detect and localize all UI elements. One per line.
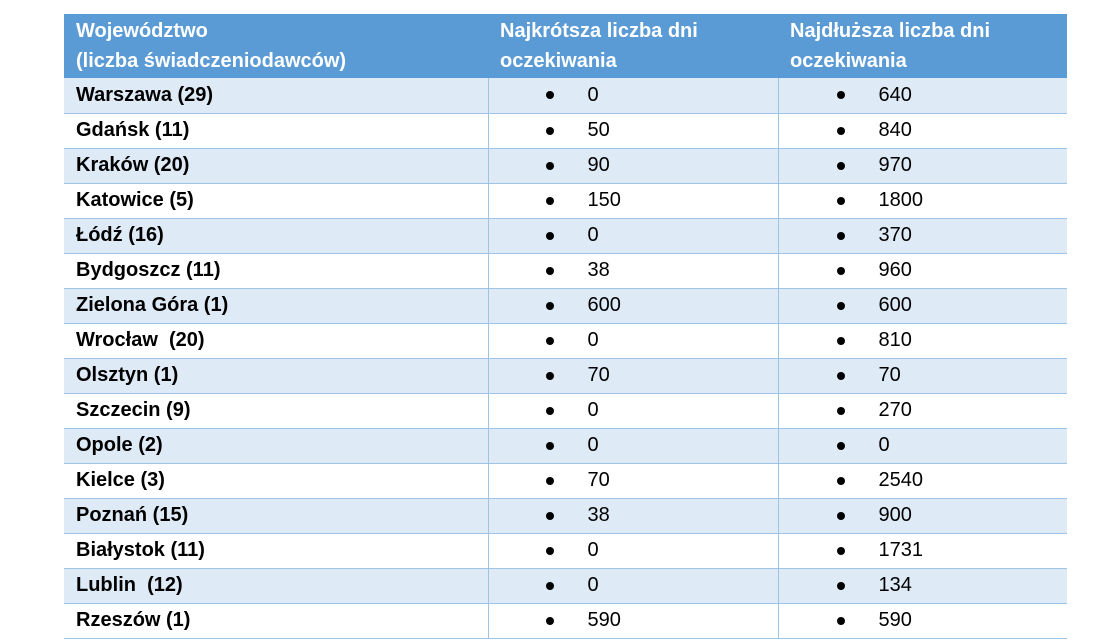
bullet-icon <box>837 617 845 625</box>
header-longest-line1: Najdłuższa liczba dni <box>790 20 991 42</box>
bullet-icon <box>837 197 845 205</box>
shortest-wait-cell <box>488 568 778 603</box>
longest-wait-cell <box>778 393 1067 428</box>
list-item <box>779 609 1068 632</box>
header-row <box>64 14 1067 78</box>
list-item <box>779 539 1068 562</box>
list-item <box>489 434 778 457</box>
table-row <box>64 498 1067 533</box>
longest-wait-cell <box>778 533 1067 568</box>
province-cell: Kraków (20) <box>64 148 488 183</box>
shortest-wait-cell <box>488 603 778 638</box>
longest-wait-cell <box>778 358 1067 393</box>
bullet-icon <box>546 547 554 555</box>
list-item <box>779 434 1068 457</box>
days-value: 1731 <box>878 539 923 561</box>
list-item <box>779 574 1068 597</box>
list-item <box>489 84 778 107</box>
days-value: 0 <box>587 434 599 456</box>
bullet-icon <box>837 337 845 345</box>
days-value: 50 <box>587 119 610 141</box>
bullet-icon <box>546 617 554 625</box>
shortest-wait-cell <box>488 498 778 533</box>
table-row <box>64 428 1067 463</box>
list-item <box>779 329 1068 352</box>
longest-wait-cell <box>778 603 1067 638</box>
shortest-wait-cell <box>488 358 778 393</box>
list-item <box>779 84 1068 107</box>
table-row <box>64 218 1067 253</box>
province-cell: Łódź (16) <box>64 218 488 253</box>
table-row <box>64 603 1067 638</box>
list-item <box>489 189 778 212</box>
province-cell: Wrocław (20) <box>64 323 488 358</box>
bullet-icon <box>837 232 845 240</box>
longest-wait-cell <box>778 568 1067 603</box>
bullet-icon <box>837 442 845 450</box>
list-item <box>779 469 1068 492</box>
days-value: 2540 <box>878 469 923 491</box>
province-cell: Gdańsk (11) <box>64 113 488 148</box>
table-row <box>64 253 1067 288</box>
province-cell: Bydgoszcz (11) <box>64 253 488 288</box>
shortest-wait-cell <box>488 78 778 113</box>
header-shortest-line2: oczekiwania <box>500 50 617 72</box>
longest-wait-cell <box>778 253 1067 288</box>
list-item <box>489 119 778 142</box>
days-value: 270 <box>878 399 912 421</box>
bullet-icon <box>546 197 554 205</box>
table-row <box>64 358 1067 393</box>
list-item <box>779 364 1068 387</box>
days-value: 590 <box>878 609 912 631</box>
shortest-wait-cell <box>488 253 778 288</box>
table-row <box>64 148 1067 183</box>
longest-wait-cell <box>778 463 1067 498</box>
list-item <box>489 609 778 632</box>
shortest-wait-cell <box>488 183 778 218</box>
days-value: 590 <box>587 609 621 631</box>
list-item <box>489 154 778 177</box>
province-cell: Zielona Góra (1) <box>64 288 488 323</box>
days-value: 0 <box>587 539 599 561</box>
list-item <box>489 364 778 387</box>
days-value: 90 <box>587 154 610 176</box>
shortest-wait-cell <box>488 113 778 148</box>
bullet-icon <box>837 407 845 415</box>
bullet-icon <box>837 372 845 380</box>
table-row <box>64 288 1067 323</box>
waiting-times-table <box>64 14 1067 639</box>
bullet-icon <box>837 267 845 275</box>
shortest-wait-cell <box>488 428 778 463</box>
table-row <box>64 323 1067 358</box>
province-cell: Rzeszów (1) <box>64 603 488 638</box>
list-item <box>779 189 1068 212</box>
days-value: 70 <box>587 364 610 386</box>
days-value: 0 <box>587 83 599 106</box>
bullet-icon <box>837 302 845 310</box>
shortest-wait-cell <box>488 533 778 568</box>
header-shortest-line1: Najkrótsza liczba dni <box>500 20 698 42</box>
province-cell: Opole (2) <box>64 428 488 463</box>
shortest-wait-cell <box>488 288 778 323</box>
table-row <box>64 78 1067 113</box>
bullet-icon <box>546 162 554 170</box>
list-item <box>489 399 778 422</box>
bullet-icon <box>546 267 554 275</box>
bullet-icon <box>837 162 845 170</box>
list-item <box>779 224 1068 247</box>
list-item <box>489 539 778 562</box>
days-value: 0 <box>587 224 599 246</box>
days-value: 38 <box>587 504 610 526</box>
days-value: 370 <box>878 224 912 246</box>
province-cell: Kielce (3) <box>64 463 488 498</box>
longest-wait-cell <box>778 498 1067 533</box>
bullet-icon <box>546 407 554 415</box>
bullet-icon <box>837 127 845 135</box>
bullet-icon <box>546 337 554 345</box>
shortest-wait-cell <box>488 323 778 358</box>
bullet-icon <box>546 582 554 590</box>
header-longest-line2: oczekiwania <box>790 50 907 72</box>
days-value: 640 <box>878 83 912 106</box>
days-value: 0 <box>587 329 599 351</box>
bullet-icon <box>546 442 554 450</box>
header-province-line2: (liczba świadczeniodawców) <box>76 50 347 72</box>
longest-wait-cell <box>778 323 1067 358</box>
days-value: 960 <box>878 259 912 281</box>
header-province-line1: Województwo <box>76 20 208 42</box>
list-item <box>489 294 778 317</box>
longest-wait-cell <box>778 428 1067 463</box>
province-cell: Poznań (15) <box>64 498 488 533</box>
header-province <box>64 14 488 78</box>
bullet-icon <box>837 582 845 590</box>
shortest-wait-cell <box>488 463 778 498</box>
list-item <box>779 259 1068 282</box>
province-cell: Olsztyn (1) <box>64 358 488 393</box>
table-row <box>64 113 1067 148</box>
list-item <box>779 154 1068 177</box>
list-item <box>779 399 1068 422</box>
longest-wait-cell <box>778 78 1067 113</box>
header-longest-wait <box>778 14 1067 78</box>
days-value: 70 <box>878 364 901 386</box>
bullet-icon <box>837 512 845 520</box>
bullet-icon <box>837 477 845 485</box>
table-body <box>64 78 1067 638</box>
bullet-icon <box>837 91 845 99</box>
longest-wait-cell <box>778 183 1067 218</box>
longest-wait-cell <box>778 288 1067 323</box>
table-row <box>64 568 1067 603</box>
bullet-icon <box>546 302 554 310</box>
list-item <box>489 224 778 247</box>
bullet-icon <box>546 477 554 485</box>
days-value: 150 <box>587 189 621 211</box>
bullet-icon <box>546 512 554 520</box>
days-value: 0 <box>587 574 599 596</box>
shortest-wait-cell <box>488 393 778 428</box>
days-value: 900 <box>878 504 912 526</box>
days-value: 840 <box>878 119 912 141</box>
bullet-icon <box>837 547 845 555</box>
longest-wait-cell <box>778 113 1067 148</box>
list-item <box>779 119 1068 142</box>
list-item <box>779 504 1068 527</box>
days-value: 70 <box>587 469 610 491</box>
list-item <box>779 294 1068 317</box>
days-value: 600 <box>587 294 621 316</box>
bullet-icon <box>546 372 554 380</box>
province-cell: Lublin (12) <box>64 568 488 603</box>
table-row <box>64 533 1067 568</box>
days-value: 0 <box>587 399 599 421</box>
list-item <box>489 469 778 492</box>
list-item <box>489 259 778 282</box>
bullet-icon <box>546 232 554 240</box>
table-row <box>64 183 1067 218</box>
shortest-wait-cell <box>488 218 778 253</box>
longest-wait-cell <box>778 218 1067 253</box>
province-cell: Białystok (11) <box>64 533 488 568</box>
province-cell: Szczecin (9) <box>64 393 488 428</box>
days-value: 810 <box>878 329 912 351</box>
days-value: 1800 <box>878 189 923 211</box>
table-row <box>64 393 1067 428</box>
table-row <box>64 463 1067 498</box>
header-shortest-wait <box>488 14 778 78</box>
waiting-times-table-container <box>64 14 1067 639</box>
days-value: 970 <box>878 154 912 176</box>
province-cell: Katowice (5) <box>64 183 488 218</box>
bullet-icon <box>546 127 554 135</box>
list-item <box>489 329 778 352</box>
longest-wait-cell <box>778 148 1067 183</box>
days-value: 600 <box>878 294 912 316</box>
days-value: 134 <box>878 574 912 596</box>
province-cell: Warszawa (29) <box>64 78 488 113</box>
days-value: 38 <box>587 259 610 281</box>
bullet-icon <box>546 91 554 99</box>
shortest-wait-cell <box>488 148 778 183</box>
list-item <box>489 574 778 597</box>
days-value: 0 <box>878 434 890 456</box>
list-item <box>489 504 778 527</box>
